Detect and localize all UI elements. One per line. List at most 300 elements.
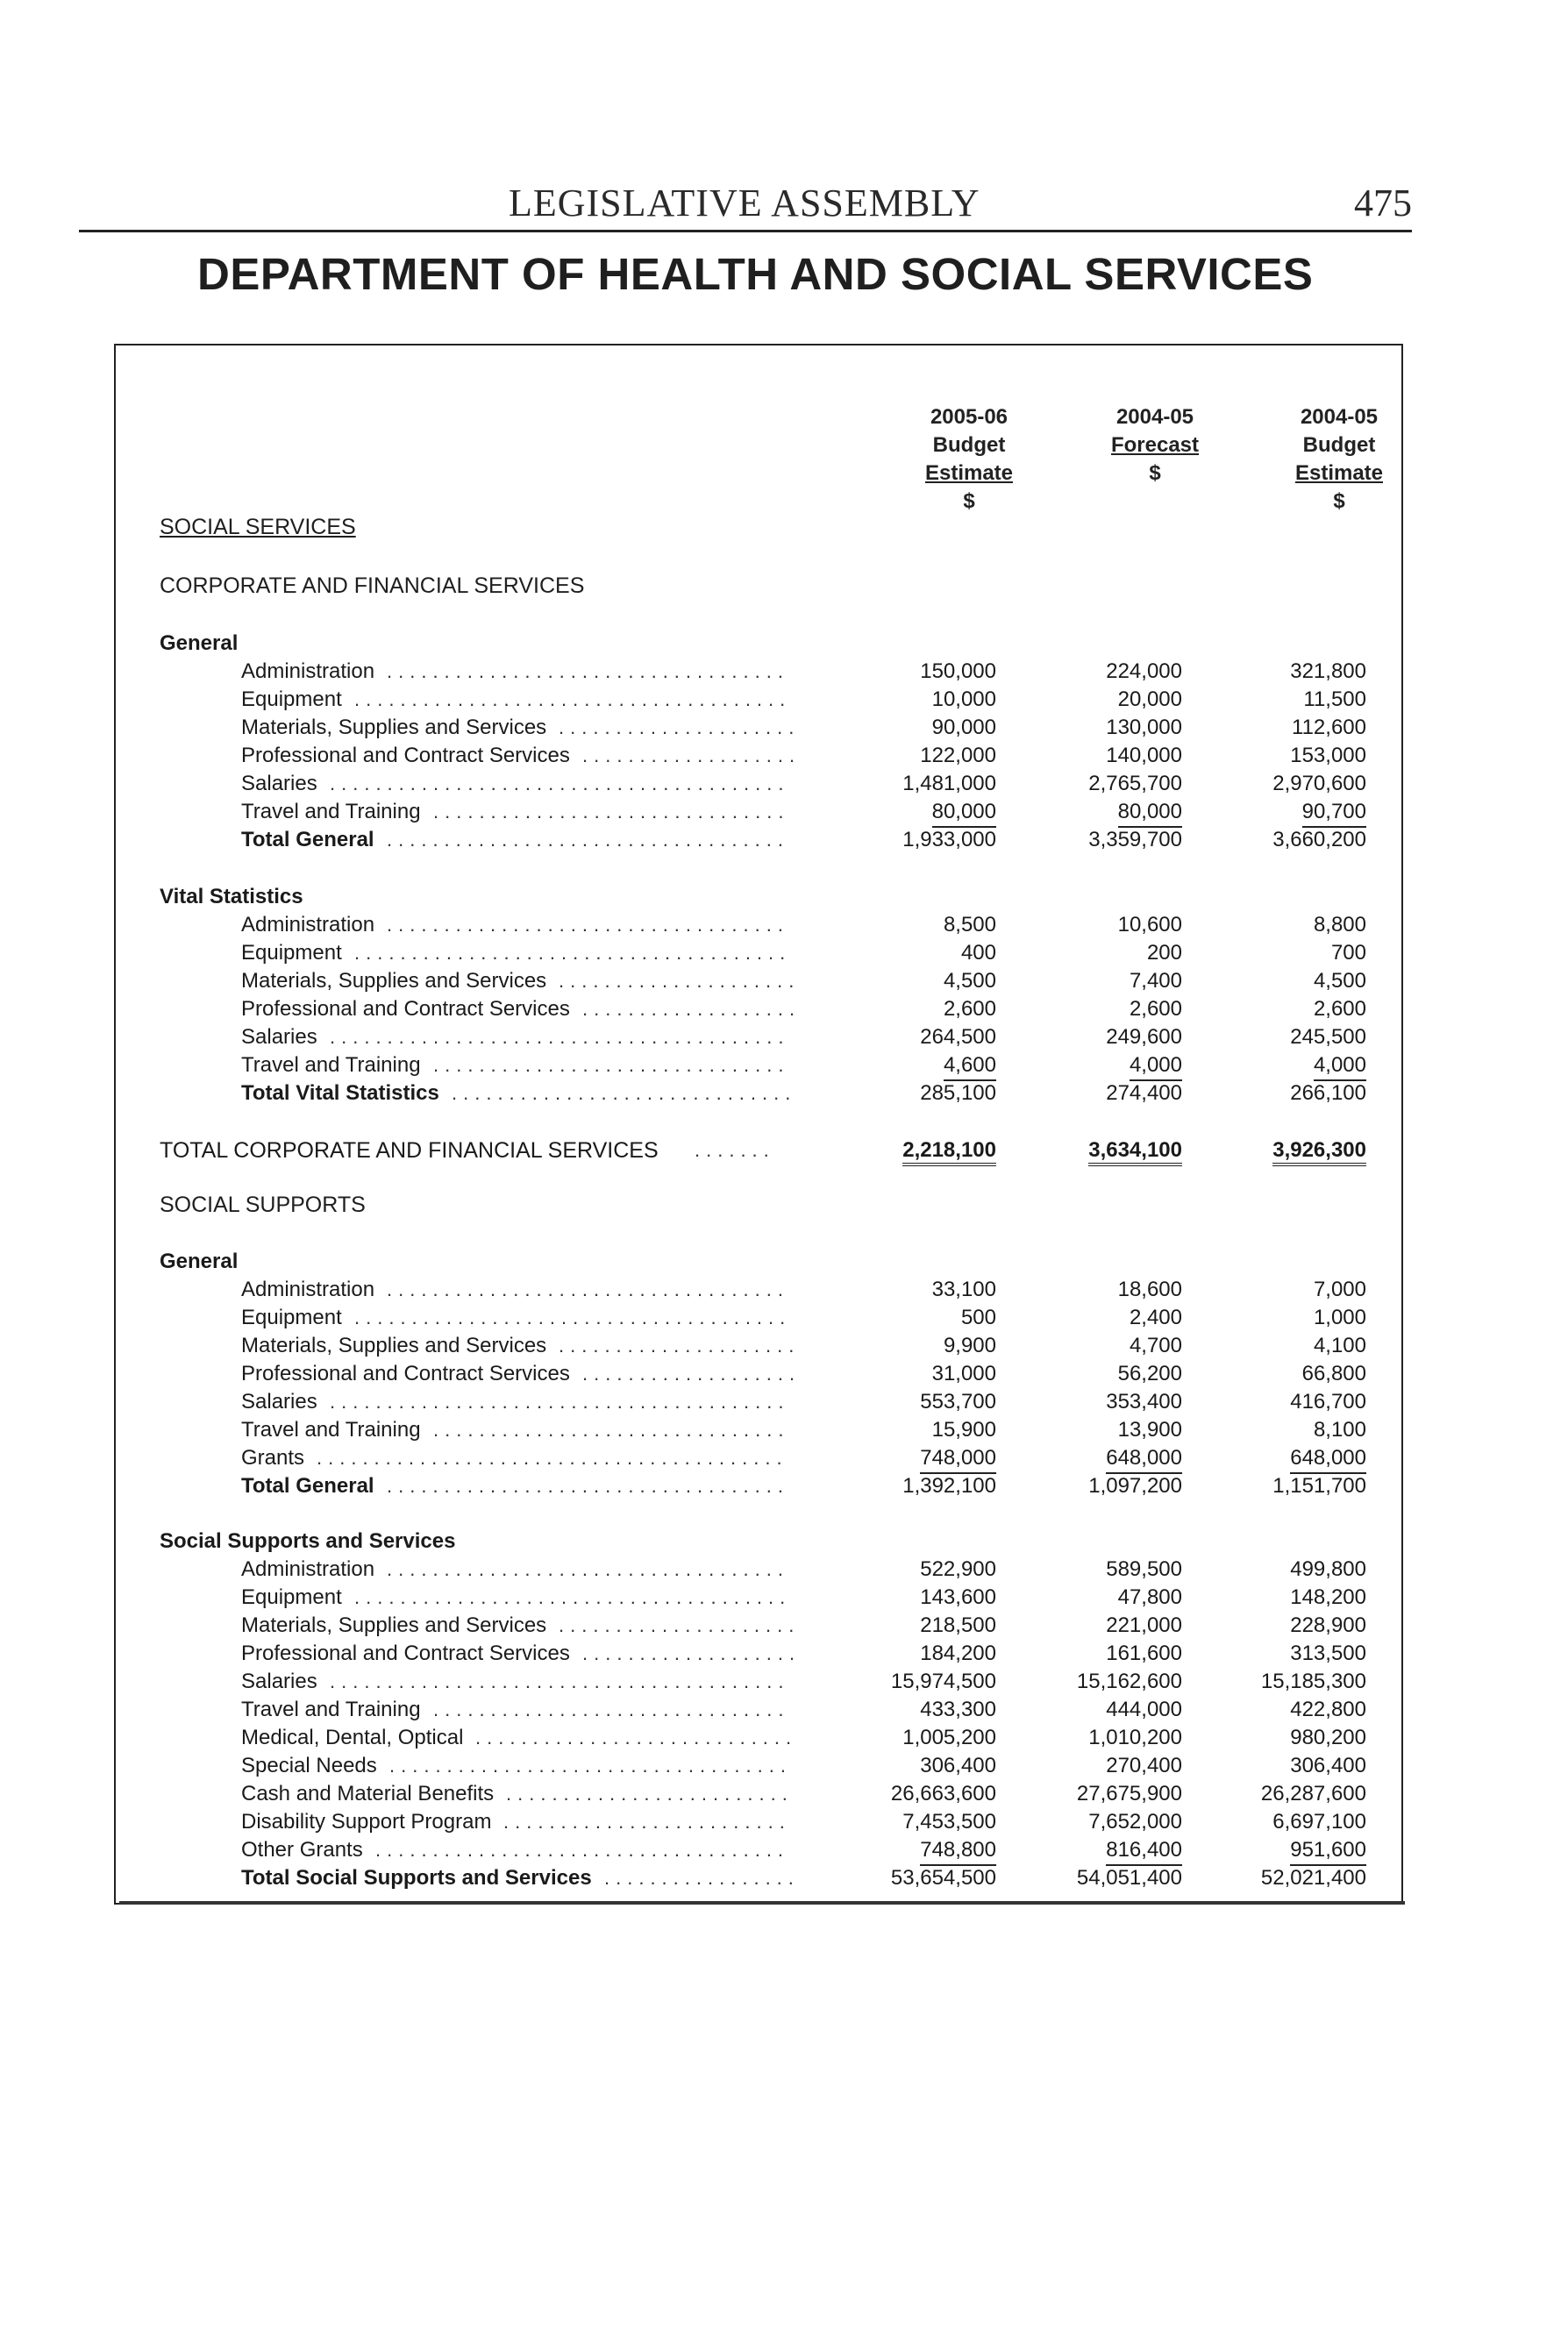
- value-2004-05-forecast: [1024, 1360, 1182, 1388]
- leader-dots: ........................................: [330, 773, 790, 794]
- cell-value: 1,005,200: [902, 1726, 996, 1749]
- cell-value: 7,000: [1313, 1278, 1366, 1301]
- column-header-line: Estimate: [924, 461, 1014, 485]
- value: 2,218,100: [902, 1138, 996, 1166]
- cell-value: 4,500: [1313, 969, 1366, 993]
- value-2005-06-estimate: [838, 1668, 996, 1696]
- leader-dots: .........................................: [317, 1447, 788, 1469]
- cell-value: 264,500: [920, 1025, 996, 1049]
- cell-value: 47,800: [1117, 1585, 1182, 1609]
- value-2004-05-estimate: [1208, 1360, 1366, 1388]
- cell-value: 200: [1146, 941, 1182, 965]
- section-title: SOCIAL SERVICES: [160, 515, 356, 539]
- table-row: [0, 1304, 1366, 1332]
- value-2004-05-forecast: [1024, 742, 1182, 770]
- column-header-line: 2004-05: [1300, 405, 1379, 429]
- cell-value: 589,500: [1106, 1557, 1182, 1581]
- leader-dots: ...................................: [389, 1755, 792, 1777]
- cell-value: 444,000: [1106, 1698, 1182, 1721]
- leader-dots: ...............................: [433, 1699, 790, 1720]
- row-label: Administration: [241, 913, 375, 937]
- cell-value: 10,600: [1117, 913, 1182, 937]
- row-label: Salaries: [241, 772, 317, 795]
- cell-value: 2,765,700: [1088, 772, 1182, 795]
- value-2004-05-forecast: [1024, 995, 1182, 1023]
- cell-value: 4,000: [1130, 1053, 1182, 1081]
- vital-statistics-heading: Vital Statistics: [160, 885, 303, 908]
- row-label: Medical, Dental, Optical: [241, 1726, 464, 1749]
- cell-value: 27,675,900: [1076, 1782, 1182, 1805]
- table-row: [0, 658, 1366, 686]
- cell-value: 748,000: [920, 1446, 996, 1474]
- leader-dots: ...............................: [433, 1054, 790, 1076]
- value-2004-05-estimate: [1208, 1304, 1366, 1332]
- value-2004-05-forecast: [1024, 714, 1182, 742]
- row-label: Materials, Supplies and Services: [241, 1613, 547, 1637]
- cell-value: 4,600: [944, 1053, 996, 1081]
- table-row: [0, 1696, 1366, 1724]
- value-2004-05-forecast: [1024, 1612, 1182, 1640]
- value-2004-05-estimate: [1208, 714, 1366, 742]
- supports-services-heading: Social Supports and Services: [160, 1529, 456, 1553]
- value-2004-05-estimate: [1208, 1864, 1366, 1892]
- total-corporate-row: [0, 1136, 1366, 1164]
- column-header-line: 2005-06: [930, 405, 1009, 429]
- table-row: [0, 742, 1366, 770]
- value-2005-06-estimate: [838, 1360, 996, 1388]
- table-row: [0, 967, 1366, 995]
- row-label: Professional and Contract Services: [241, 1362, 570, 1385]
- cell-value: 433,300: [920, 1698, 996, 1721]
- row-label: Salaries: [241, 1390, 317, 1414]
- leader-dots: .....................: [559, 970, 801, 992]
- value-2005-06-estimate: [838, 995, 996, 1023]
- total-label: Total General: [241, 1474, 374, 1498]
- leader-dots: .....................: [559, 716, 801, 738]
- total-label: Total General: [241, 828, 374, 851]
- value-2005-06-estimate: [838, 1780, 996, 1808]
- cell-value: 20,000: [1117, 687, 1182, 711]
- leader-dots: ...................................: [387, 829, 789, 851]
- column-unit: $: [963, 489, 975, 513]
- value: 3,634,100: [1088, 1138, 1182, 1166]
- value-2005-06-estimate: [838, 1696, 996, 1724]
- column-header-2004-05-forecast: [1050, 403, 1260, 488]
- value-2004-05-forecast: [1024, 1023, 1182, 1051]
- cell-value: 15,185,300: [1260, 1670, 1366, 1693]
- value-2005-06-estimate: [838, 1416, 996, 1444]
- table-row: [0, 1332, 1366, 1360]
- value-2004-05-forecast: [1024, 1051, 1182, 1079]
- cell-value: 7,400: [1129, 969, 1182, 993]
- cell-value: 1,151,700: [1272, 1474, 1366, 1498]
- table-row: [0, 1584, 1366, 1612]
- value-2004-05-estimate: [1208, 1780, 1366, 1808]
- row-label: Professional and Contract Services: [241, 997, 570, 1021]
- leader-dots: ...................................: [387, 660, 789, 682]
- total-corporate-label: TOTAL CORPORATE AND FINANCIAL SERVICES: [160, 1138, 659, 1163]
- cell-value: 816,400: [1106, 1838, 1182, 1866]
- cell-value: 52,021,400: [1260, 1866, 1366, 1890]
- value-2005-06-estimate: [838, 1023, 996, 1051]
- value-2004-05-estimate: [1208, 1668, 1366, 1696]
- cell-value: 353,400: [1106, 1390, 1182, 1414]
- total-label: Total Vital Statistics: [241, 1081, 439, 1105]
- cell-value: 15,162,600: [1076, 1670, 1182, 1693]
- value-2004-05-estimate: [1208, 770, 1366, 798]
- cell-value: 18,600: [1117, 1278, 1182, 1301]
- column-header-2005-06-estimate: [864, 403, 1074, 516]
- cell-value: 553,700: [920, 1390, 996, 1414]
- cell-value: 285,100: [920, 1081, 996, 1105]
- row-label: Travel and Training: [241, 800, 421, 823]
- leader-dots: ...................................: [387, 914, 789, 936]
- cell-value: 66,800: [1301, 1362, 1366, 1385]
- row-label: Materials, Supplies and Services: [241, 1334, 547, 1357]
- total-row: [0, 1472, 1366, 1500]
- cell-value: 1,392,100: [902, 1474, 996, 1498]
- leader-dots: ......................................: [354, 688, 792, 710]
- value-2005-06-estimate: [838, 1752, 996, 1780]
- cell-value: 522,900: [920, 1557, 996, 1581]
- value-2005-06-estimate: [838, 714, 996, 742]
- value-2004-05-forecast: [1024, 967, 1182, 995]
- department-title: DEPARTMENT OF HEALTH AND SOCIAL SERVICES: [197, 249, 1314, 299]
- value-2004-05-forecast: [1024, 1584, 1182, 1612]
- cell-value: 7,453,500: [902, 1810, 996, 1834]
- value-2004-05-estimate: [1208, 1388, 1366, 1416]
- cell-value: 648,000: [1106, 1446, 1182, 1474]
- value-2004-05-estimate: [1208, 1696, 1366, 1724]
- value-2004-05-forecast: [1024, 1696, 1182, 1724]
- row-label: Travel and Training: [241, 1053, 421, 1077]
- value-2004-05-estimate: [1208, 1023, 1366, 1051]
- value-2004-05-forecast: [1024, 1752, 1182, 1780]
- value-2004-05-estimate: [1208, 1612, 1366, 1640]
- cell-value: 2,970,600: [1272, 772, 1366, 795]
- cell-value: 90,700: [1302, 800, 1366, 828]
- cell-value: 648,000: [1290, 1446, 1366, 1474]
- row-label: Materials, Supplies and Services: [241, 716, 547, 739]
- cell-value: 500: [960, 1306, 996, 1329]
- cell-value: 80,000: [932, 800, 996, 828]
- table-row: [0, 1836, 1366, 1864]
- cell-value: 1,097,200: [1088, 1474, 1182, 1498]
- leader-dots: .....................: [559, 1614, 801, 1636]
- column-unit: $: [1333, 489, 1345, 513]
- value-2005-06-estimate: [838, 1612, 996, 1640]
- cell-value: 8,100: [1313, 1418, 1366, 1442]
- value-2004-05-forecast: [1024, 1780, 1182, 1808]
- row-label: Travel and Training: [241, 1698, 421, 1721]
- cell-value: 8,500: [943, 913, 996, 937]
- cell-value: 153,000: [1290, 744, 1366, 767]
- row-label: Equipment: [241, 687, 342, 711]
- value-2004-05-forecast: [1024, 939, 1182, 967]
- value-2004-05-estimate: [1208, 911, 1366, 939]
- cell-value: 218,500: [920, 1613, 996, 1637]
- value-2004-05-forecast: [1024, 1836, 1182, 1864]
- leader-dots: ............................: [475, 1727, 798, 1748]
- leader-dots: ...................: [582, 1642, 802, 1664]
- table-row: [0, 1780, 1366, 1808]
- cell-value: 228,900: [1290, 1613, 1366, 1637]
- table-row: [0, 1556, 1366, 1584]
- table-row: [0, 1752, 1366, 1780]
- cell-value: 8,800: [1313, 913, 1366, 937]
- leader-dots: .......: [695, 1139, 775, 1161]
- table-row: [0, 798, 1366, 826]
- row-label: Cash and Material Benefits: [241, 1782, 495, 1805]
- page-header: [79, 175, 1412, 232]
- cell-value: 122,000: [920, 744, 996, 767]
- cell-value: 245,500: [1290, 1025, 1366, 1049]
- table-row: [0, 1444, 1366, 1472]
- cell-value: 15,974,500: [890, 1670, 996, 1693]
- leader-dots: ...................................: [387, 1278, 789, 1300]
- value-2004-05-forecast: [1024, 658, 1182, 686]
- column-header-line: Forecast: [1110, 433, 1200, 457]
- table-row: [0, 911, 1366, 939]
- table-row: [0, 1612, 1366, 1640]
- cell-value: 10,000: [931, 687, 996, 711]
- value-2004-05-estimate: [1208, 1724, 1366, 1752]
- value-2004-05-forecast: [1024, 1668, 1182, 1696]
- leader-dots: ........................................: [330, 1391, 790, 1413]
- table-row: [0, 1668, 1366, 1696]
- cell-value: 54,051,400: [1076, 1866, 1182, 1890]
- value-2005-06-estimate: [838, 1304, 996, 1332]
- row-label: Administration: [241, 659, 375, 683]
- value-2004-05-estimate: [1208, 967, 1366, 995]
- value-2004-05-estimate: [1208, 1276, 1366, 1304]
- row-label: Professional and Contract Services: [241, 744, 570, 767]
- cell-value: 161,600: [1106, 1642, 1182, 1665]
- value-2004-05-forecast: [1024, 1416, 1182, 1444]
- value-2005-06-estimate: [838, 939, 996, 967]
- cell-value: 90,000: [931, 716, 996, 739]
- value-2004-05-forecast: [1024, 798, 1182, 826]
- cell-value: 53,654,500: [890, 1866, 996, 1890]
- value: 3,926,300: [1272, 1138, 1366, 1166]
- cell-value: 266,100: [1290, 1081, 1366, 1105]
- row-label: Travel and Training: [241, 1418, 421, 1442]
- value-2004-05-estimate: [1208, 939, 1366, 967]
- leader-dots: ......................................: [354, 1307, 792, 1328]
- column-header-line: Budget: [1302, 433, 1376, 457]
- row-label: Disability Support Program: [241, 1810, 492, 1834]
- leader-dots: ...............................: [433, 1419, 790, 1441]
- cell-value: 748,800: [920, 1838, 996, 1866]
- cell-value: 499,800: [1290, 1557, 1366, 1581]
- leader-dots: ...............................: [433, 801, 790, 823]
- value-2004-05-estimate: [1208, 798, 1366, 826]
- value-2005-06-estimate: [838, 1808, 996, 1836]
- table-row: [0, 714, 1366, 742]
- cell-value: 140,000: [1106, 744, 1182, 767]
- table-row: [0, 1640, 1366, 1668]
- table-row: [0, 1276, 1366, 1304]
- value-2004-05-estimate: [1208, 1472, 1366, 1500]
- value-2005-06-estimate: [838, 1556, 996, 1584]
- value-2005-06-estimate: [838, 1051, 996, 1079]
- value-2004-05-estimate: [1208, 1051, 1366, 1079]
- value-2005-06-estimate: [838, 1079, 996, 1107]
- value-2005-06-estimate: [838, 798, 996, 826]
- cell-value: 3,359,700: [1088, 828, 1182, 851]
- table-frame-shadow: [119, 1901, 1405, 1905]
- total-row: [0, 826, 1366, 854]
- value-2004-05-forecast: [1024, 1444, 1182, 1472]
- value-2004-05-forecast: [1024, 1304, 1182, 1332]
- value-2004-05-forecast: [1024, 686, 1182, 714]
- page-number: 475: [1354, 182, 1412, 224]
- value-2005-06-estimate: [838, 1388, 996, 1416]
- cell-value: 416,700: [1290, 1390, 1366, 1414]
- corporate-heading: CORPORATE AND FINANCIAL SERVICES: [160, 573, 585, 598]
- column-header-2004-05-estimate: [1234, 403, 1444, 516]
- cell-value: 112,600: [1292, 716, 1366, 739]
- cell-value: 2,600: [1129, 997, 1182, 1021]
- total-row: [0, 1079, 1366, 1107]
- value-2005-06-estimate: [838, 658, 996, 686]
- value-2004-05-estimate: [1208, 1752, 1366, 1780]
- value-2004-05-estimate: [1208, 658, 1366, 686]
- value-2005-06-estimate: [838, 826, 996, 854]
- value-2004-05-estimate: [1208, 1079, 1366, 1107]
- value-2004-05-forecast: [1024, 1472, 1182, 1500]
- cell-value: 80,000: [1118, 800, 1182, 828]
- value-2004-05-forecast: [1024, 911, 1182, 939]
- cell-value: 1,481,000: [902, 772, 996, 795]
- cell-value: 2,400: [1129, 1306, 1182, 1329]
- table-row: [0, 1360, 1366, 1388]
- value-2005-06-estimate: [838, 1472, 996, 1500]
- row-label: Administration: [241, 1557, 375, 1581]
- cell-value: 15,900: [931, 1418, 996, 1442]
- cell-value: 951,600: [1290, 1838, 1366, 1866]
- cell-value: 1,010,200: [1088, 1726, 1182, 1749]
- value-2004-05-estimate: [1208, 826, 1366, 854]
- value-2004-05-forecast: [1024, 770, 1182, 798]
- value-2005-06-estimate: [838, 770, 996, 798]
- value-2004-05-estimate: [1208, 1332, 1366, 1360]
- leader-dots: ...................................: [387, 1558, 789, 1580]
- cell-value: 33,100: [931, 1278, 996, 1301]
- cell-value: 130,000: [1106, 716, 1182, 739]
- leader-dots: ......................................: [354, 1586, 792, 1608]
- total-corporate-estimate: [1208, 1136, 1366, 1164]
- value-2004-05-estimate: [1208, 686, 1366, 714]
- row-label: Administration: [241, 1278, 375, 1301]
- column-unit: $: [1149, 461, 1161, 485]
- cell-value: 26,287,600: [1260, 1782, 1366, 1805]
- value-2005-06-estimate: [838, 1640, 996, 1668]
- value-2005-06-estimate: [838, 1584, 996, 1612]
- cell-value: 980,200: [1290, 1726, 1366, 1749]
- value-2004-05-forecast: [1024, 1640, 1182, 1668]
- cell-value: 400: [960, 941, 996, 965]
- supports-general-heading: General: [160, 1250, 239, 1273]
- table-row: [0, 686, 1366, 714]
- cell-value: 1,933,000: [902, 828, 996, 851]
- leader-dots: ........................................: [330, 1670, 790, 1692]
- cell-value: 9,900: [943, 1334, 996, 1357]
- running-head: LEGISLATIVE ASSEMBLY: [509, 182, 980, 224]
- cell-value: 221,000: [1106, 1613, 1182, 1637]
- cell-value: 1,000: [1313, 1306, 1366, 1329]
- cell-value: 148,200: [1290, 1585, 1366, 1609]
- leader-dots: ...................: [582, 998, 802, 1020]
- total-label: Total Social Supports and Services: [241, 1866, 592, 1890]
- row-label: Salaries: [241, 1670, 317, 1693]
- cell-value: 56,200: [1117, 1362, 1182, 1385]
- table-row: [0, 1388, 1366, 1416]
- value-2004-05-estimate: [1208, 1808, 1366, 1836]
- cell-value: 313,500: [1290, 1642, 1366, 1665]
- cell-value: 270,400: [1106, 1754, 1182, 1777]
- leader-dots: .........................: [506, 1783, 794, 1805]
- total-corporate-forecast: [1024, 1136, 1182, 1164]
- cell-value: 4,100: [1313, 1334, 1366, 1357]
- value-2004-05-estimate: [1208, 1416, 1366, 1444]
- row-label: Equipment: [241, 941, 342, 965]
- cell-value: 3,660,200: [1272, 828, 1366, 851]
- cell-value: 321,800: [1290, 659, 1366, 683]
- cell-value: 422,800: [1290, 1698, 1366, 1721]
- row-label: Other Grants: [241, 1838, 363, 1862]
- value-2005-06-estimate: [838, 1444, 996, 1472]
- value-2004-05-forecast: [1024, 1388, 1182, 1416]
- value-2005-06-estimate: [838, 1724, 996, 1752]
- cell-value: 31,000: [931, 1362, 996, 1385]
- leader-dots: ..............................: [452, 1082, 797, 1104]
- corporate-general-heading: General: [160, 631, 239, 655]
- leader-dots: ...................: [582, 1363, 802, 1385]
- leader-dots: .....................: [559, 1335, 801, 1357]
- value-2005-06-estimate: [838, 1836, 996, 1864]
- cell-value: 7,652,000: [1088, 1810, 1182, 1834]
- row-label: Equipment: [241, 1306, 342, 1329]
- cell-value: 306,400: [1290, 1754, 1366, 1777]
- row-label: Materials, Supplies and Services: [241, 969, 547, 993]
- row-label: Professional and Contract Services: [241, 1642, 570, 1665]
- leader-dots: .........................: [503, 1811, 791, 1833]
- leader-dots: ......................................: [354, 942, 792, 964]
- row-label: Grants: [241, 1446, 305, 1470]
- value-2004-05-forecast: [1024, 826, 1182, 854]
- cell-value: 26,663,600: [890, 1782, 996, 1805]
- value-2004-05-forecast: [1024, 1079, 1182, 1107]
- value-2004-05-forecast: [1024, 1864, 1182, 1892]
- table-row: [0, 939, 1366, 967]
- cell-value: 4,700: [1129, 1334, 1182, 1357]
- total-row: [0, 1864, 1366, 1892]
- cell-value: 11,500: [1303, 687, 1366, 711]
- value-2004-05-forecast: [1024, 1332, 1182, 1360]
- table-row: [0, 995, 1366, 1023]
- value-2004-05-estimate: [1208, 742, 1366, 770]
- row-label: Equipment: [241, 1585, 342, 1609]
- cell-value: 249,600: [1106, 1025, 1182, 1049]
- leader-dots: ....................................: [375, 1839, 790, 1861]
- row-label: Salaries: [241, 1025, 317, 1049]
- value-2004-05-estimate: [1208, 1584, 1366, 1612]
- cell-value: 4,500: [943, 969, 996, 993]
- row-label: Special Needs: [241, 1754, 377, 1777]
- cell-value: 2,600: [943, 997, 996, 1021]
- value-2004-05-estimate: [1208, 1556, 1366, 1584]
